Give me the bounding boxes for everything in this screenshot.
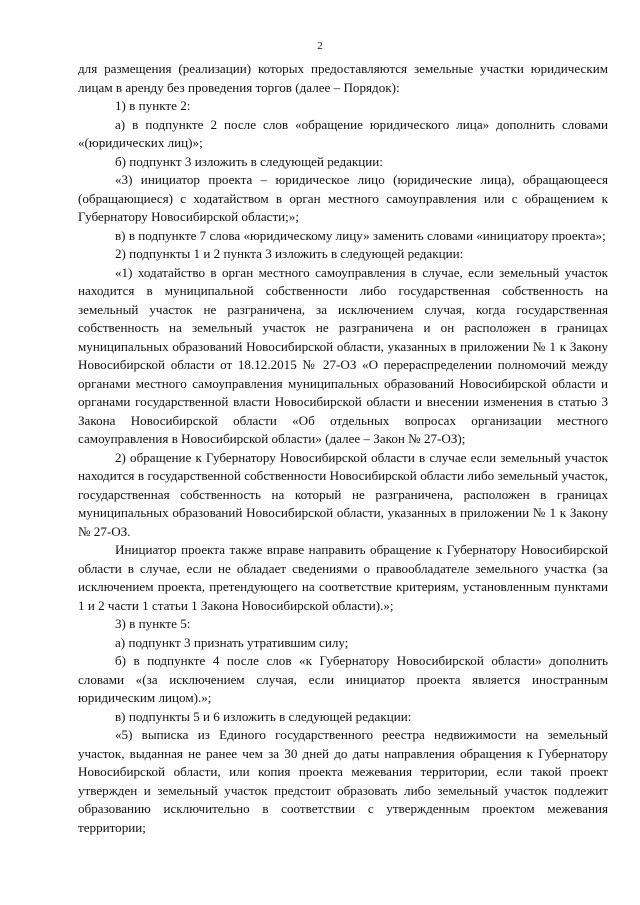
paragraph-6: в) в подпункте 7 слова «юридическому лицу» заменить словами «инициатору проекта»; (115, 227, 606, 243)
document-body (78, 60, 608, 837)
paragraph-7: 2) подпункты 1 и 2 пункта 3 изложить в следующей редакции: (115, 246, 464, 261)
paragraph-2: 1) в пункте 2: (115, 98, 191, 113)
paragraph-15: «5) выписка из Единого государственного реестра недвижимости на земельный участок, выданная не ранее чем за 30 дней до даты направления обращения к Губернатору Новосибирской области, или копия проекта межевания территории, если такой проект утвержден и земельный участок предстоит образовать либо земельный участок подлежит образованию исключительно в соответствии с утвержденным проектом межевания территории; (78, 727, 608, 835)
paragraph-3: а) в подпункте 2 после слов «обращение юридического лица» дополнить словами «(юридических лиц)»; (78, 116, 608, 150)
paragraph-9: 2) обращение к Губернатору Новосибирской области в случае если земельный участок находится в государственной собственности Новосибирской области либо земельный участок, государственная собственность на который не разграничена, расположен в границах муниципальных образований Новосибирской области, указанных в приложении № 1 к Закону № 27-ОЗ. (78, 449, 608, 539)
paragraph-14: в) подпункты 5 и 6 изложить в следующей редакции: (115, 708, 412, 724)
page-number: 2 (317, 40, 323, 52)
paragraph-5: «3) инициатор проекта – юридическое лицо (юридические лица), обращающееся (обращающиеся) с ходатайством в орган местного самоуправления или с обращением к Губернатору Новосибирской области;»; (78, 172, 608, 224)
paragraph-12: а) подпункт 3 признать утратившим силу; (115, 634, 349, 650)
paragraph-8: «1) ходатайство в орган местного самоуправления в случае, если земельный участок находится в муниципальной собственности либо государственная собственность на земельный участок не разграничена, за исключением случая, когда государственная собственность на земельный участок не разграничена и он расположен в границах муниципальных образований Новосибирской области, указанных в приложении № 1 к Закону Новосибирской области от 18.12.2015 № 27-ОЗ «О перераспределении полномочий между органами местного самоуправления муниципальных образований Новосибирской области и органами государственной власти Новосибирской области и внесении изменения в статью 3 Закона Новосибирской области «Об отдельных вопросах организации местного самоуправления в Новосибирской области» (далее – Закон № 27-ОЗ); (78, 264, 608, 446)
paragraph-4: б) подпункт 3 изложить в следующей редакции: (115, 153, 383, 169)
paragraph-11: 3) в пункте 5: (115, 616, 191, 631)
paragraph-13: б) в подпункте 4 после слов «к Губернатору Новосибирской области» дополнить словами «(за исключением случая, если инициатор проекта является иностранным юридическим лицом).»; (78, 653, 608, 705)
paragraph-10: Инициатор проекта также вправе направить обращение к Губернатору Новосибирской области в случае, если не обладает сведениями о правообладателе земельного участка (за исключением проекта, претендующего на соответствие критериям, установленным пунктами 1 и 2 части 1 статьи 1 Закона Новосибирской области).»; (78, 542, 608, 613)
paragraph-1: для размещения (реализации) которых предоставляются земельные участки юридическим лицам в аренду без проведения торгов (далее – Порядок): (78, 61, 608, 95)
